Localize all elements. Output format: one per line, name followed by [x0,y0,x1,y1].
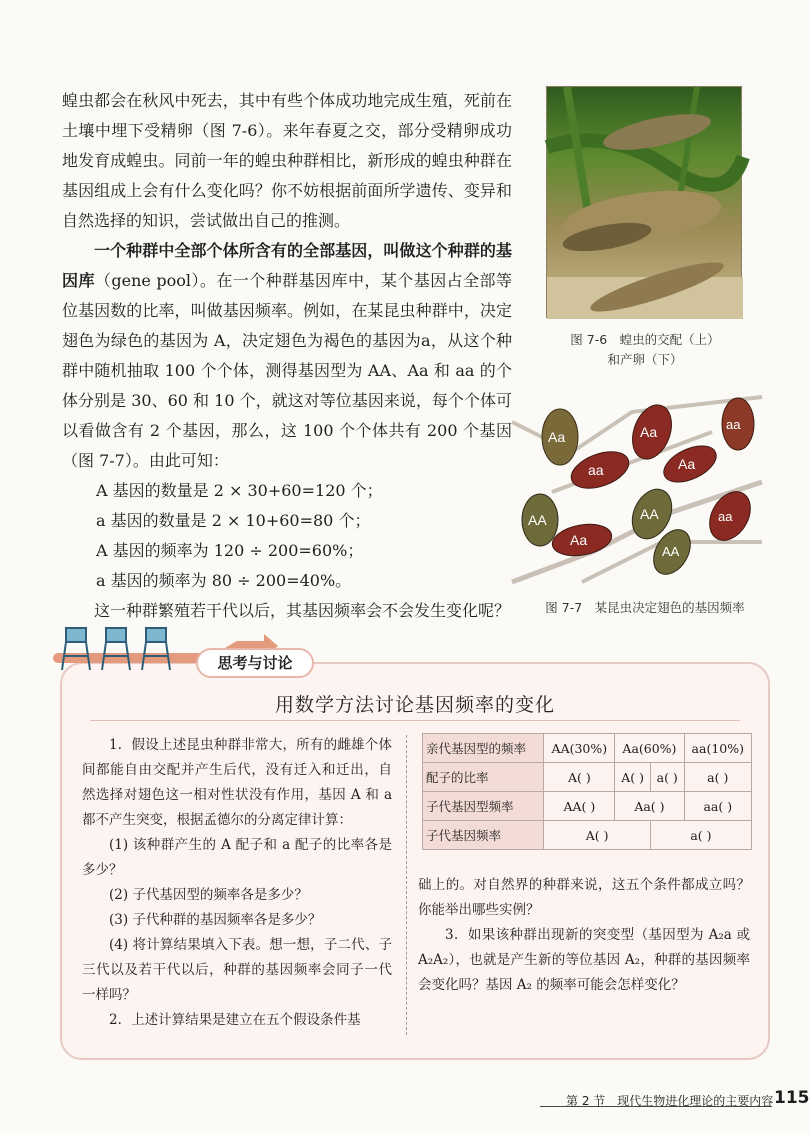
question-3: 3．如果该种群出现新的突变型（基因型为 A₂a 或 A₂A₂），也就是产生新的等位基因 A₂，种群的基因频率会变化吗？基因 A₂ 的频率可能会怎样变化？ [418,927,750,993]
genotype-label: AA [528,512,547,528]
gene-pool-definition: 一个种群中全部个体所含有的全部基因，叫做这个种群的基因库 [62,241,512,290]
calc-line: A 基因的数量是 2 × 30+60=120 个； [96,481,383,500]
table-row [423,763,752,792]
genotype-label: aa [718,509,733,524]
table-cell: a( ) [650,763,684,792]
paragraph-closing: 这一种群繁殖若干代以后，其基因频率会不会发生变化呢？ [94,601,511,620]
table-cell: A( ) [544,821,651,850]
calc-line: a 基因的频率为 80 ÷ 200=40%。 [96,571,352,590]
table-cell: a( ) [684,763,751,792]
genotype-label: Aa [640,424,658,440]
genotype-label: aa [726,417,741,432]
locust-photo [546,86,742,318]
table-cell: aa( ) [684,792,751,821]
question-1-sub4: (4) 将计算结果填入下表。想一想，子二代、子三代以及若干代以后，种群的基因频率会同子一代一样吗？ [82,937,392,1003]
fig77-caption: 图 7-7 某昆虫决定翅色的基因频率 [545,600,745,615]
table-row [423,821,752,850]
genotype-label: AA [640,506,659,522]
fig76-caption-line2: 和产卵（下） [607,352,683,367]
table-row [423,792,752,821]
beetle-icon [550,520,614,560]
section-title: 第 2 节 现代生物进化理论的主要内容 [566,1094,774,1108]
table-cell: A( ) [615,763,651,792]
beetle-icon [522,494,558,546]
table-cell: Aa( ) [615,792,684,821]
page-number: 115 [774,1088,810,1108]
question-2-end: 础上的。对自然界的种群来说，这五个条件都成立吗？你能举出哪些实例？ [418,877,750,918]
question-1-sub3: (3) 子代种群的基因频率各是多少？ [109,912,322,928]
genotype-label: Aa [678,456,696,472]
table-cell: AA( ) [544,792,615,821]
table-cell: aa(10%) [684,734,751,763]
frequency-table [422,733,752,850]
table-cell: 配子的比率 [423,763,544,792]
discussion-left-column [82,733,392,1033]
question-2-start: 2．上述计算结果是建立在五个假设条件基 [109,1012,361,1028]
genotype-label: Aa [548,429,566,445]
table-cell: Aa(60%) [615,734,684,763]
beetle-icon [722,398,754,450]
discussion-tab: 思考与讨论 [196,648,314,678]
table-row [423,734,752,763]
fig76-caption-line1: 图 7-6 蝗虫的交配（上） [570,332,720,347]
main-text [62,86,512,626]
beetle-icon [658,439,721,490]
beetle-icon [542,409,578,465]
paragraph-locust: 蝗虫都会在秋风中死去，其中有些个体成功地完成生殖，死前在土壤中埋下受精卵（图 7-6）。来年春夏之交，部分受精卵成功地发育成蝗虫。同前一年的蝗虫种群相比，新形成的蝗虫种群在基因组成上会有什么变化吗？你不妨根据前面所学遗传、变异和自然选择的知识，尝试做出自己的推测。 [62,91,512,230]
column-divider [406,735,407,1035]
question-1-sub1: (1) 该种群产生的 A 配子和 a 配子的比率各是多少？ [82,837,392,878]
beetle-icon [701,484,758,547]
genotype-label: AA [662,544,680,559]
genotype-label: Aa [570,532,588,548]
title-divider [90,720,740,721]
table-cell: 亲代基因型的频率 [423,734,544,763]
discussion-title: 用数学方法讨论基因频率的变化 [274,694,555,716]
table-cell: 子代基因频率 [423,821,544,850]
definition-rest: （gene pool）。在一个种群基因库中，某个基因占全部等位基因数的比率，叫做基因频率。例如，在某昆虫种群中，决定翅色为绿色的基因为 A，决定翅色为褐色的基因为a，从这个种群中随机抽取 100 个个体，测得基因型为 AA、Aa 和 aa 的个体分别是 30、60 和 10 个，就这对等位基因来说，每个个体可以看做含有 2 个基因，那么，这 100 个个体共有 200 个基因（图 7-7）。由此可知： [62,271,512,470]
calc-line: A 基因的频率为 120 ÷ 200=60%； [96,541,364,560]
paragraph-definition [62,236,512,476]
table-cell: A( ) [544,763,615,792]
question-1-sub2: (2) 子代基因型的频率各是多少？ [109,887,308,903]
discussion-right-column [418,873,750,998]
genotype-label: aa [588,462,604,478]
question-1: 1．假设上述昆虫种群非常大，所有的雌雄个体间都能自由交配并产生后代，没有迁入和迁出，自然选择对翅色这一相对性状没有作用，基因 A 和 a 都不产生突变，根据孟德尔的分离定律计算： [82,737,392,828]
calc-line: a 基因的数量是 2 × 10+60=80 个； [96,511,371,530]
beetle-icon [566,445,633,496]
table-cell: AA(30%) [544,734,615,763]
table-cell: 子代基因型频率 [423,792,544,821]
beetle-figure [512,392,762,592]
table-cell: a( ) [650,821,751,850]
